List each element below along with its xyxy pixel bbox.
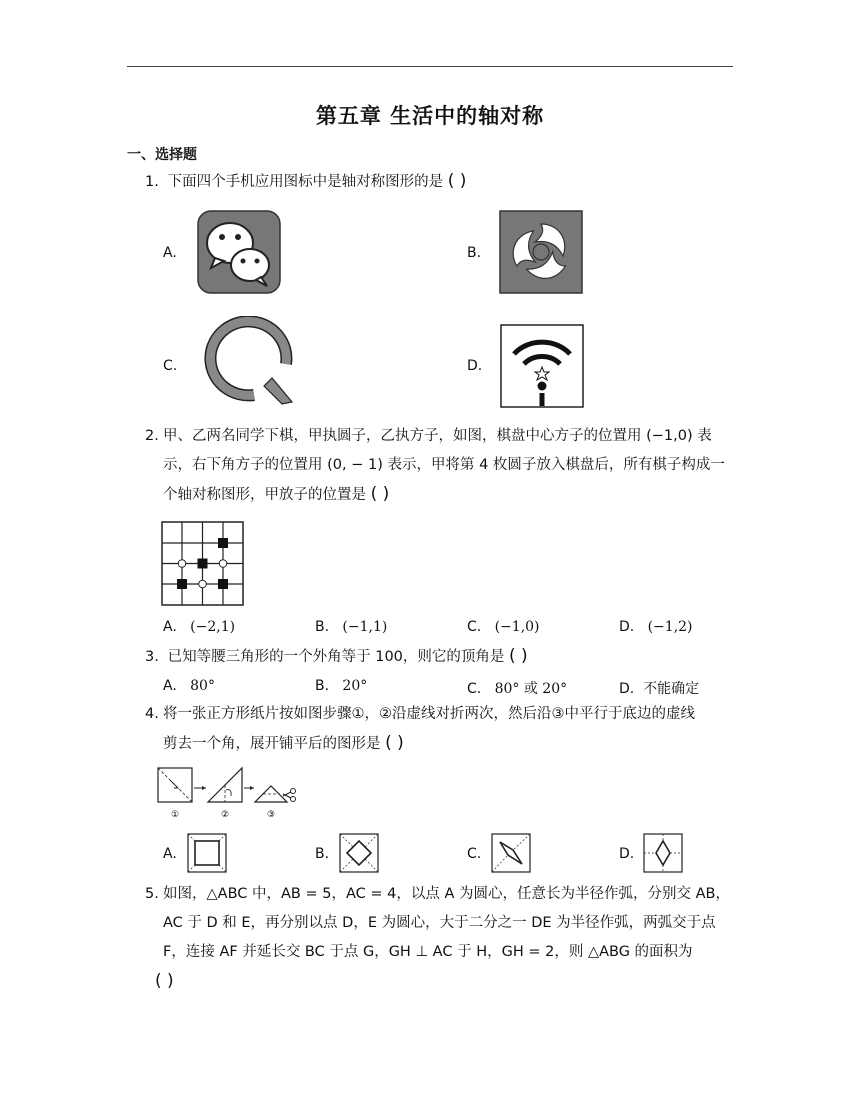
question-line: 个轴对称图形，甲放子的位置是 <box>163 487 366 503</box>
question-1 <box>145 167 735 197</box>
answer-blank: ( ) <box>509 646 528 666</box>
option-a[interactable]: A. 80° <box>163 678 215 694</box>
question-line: 剪去一个角，展开铺平后的图形是 <box>163 736 381 752</box>
header-rule <box>127 66 733 67</box>
answer-blank: ( ) <box>370 484 390 504</box>
option-b[interactable]: B. 20° <box>315 678 368 694</box>
answer-blank: ( ) <box>385 733 404 753</box>
question-number: 1. <box>145 174 159 190</box>
step-label: ③ <box>266 810 276 820</box>
question-line: 将一张正方形纸片按如图步骤①，②沿虚线对折两次，然后沿③中平行于底边的虚线 <box>163 706 695 722</box>
question-line: F，连接 AF 并延长交 BC 于点 G，GH ⊥ AC 于 H，GH = 2，则 △ABG 的面积为 <box>163 944 693 960</box>
option-d[interactable]: D. 不能确定 <box>619 681 700 697</box>
question-stem: 已知等腰三角形的一个外角等于 100，则它的顶角是 <box>167 649 505 665</box>
unfolded-diamond-narrow[interactable] <box>643 833 683 873</box>
square-piece <box>218 579 228 589</box>
answer-blank: ( ) <box>447 171 467 191</box>
question-4 <box>145 700 735 759</box>
swirl-icon <box>499 210 583 294</box>
option-label: A. <box>163 245 177 261</box>
chessboard-figure <box>161 521 245 607</box>
option-label[interactable]: B. <box>315 846 330 862</box>
page-title: 第五章 生活中的轴对称 <box>315 104 545 128</box>
question-line: 如图，△ABC 中，AB = 5，AC = 4，以点 A 为圆心，任意长为半径作弧，分别交 AB， <box>163 886 730 902</box>
step-label: ① <box>170 810 180 820</box>
option-label[interactable]: D. <box>619 846 635 862</box>
option-label: D. <box>467 358 483 374</box>
option-d[interactable]: D. (−1,2) <box>619 619 693 635</box>
unfolded-kite-diagonal[interactable] <box>491 833 531 873</box>
option-b[interactable]: B. (−1,1) <box>315 619 388 635</box>
question-number: 2. <box>145 428 159 444</box>
step-label: ② <box>220 810 230 820</box>
option-label: B. <box>467 245 482 261</box>
question-2 <box>145 422 735 510</box>
option-label[interactable]: A. <box>163 846 177 862</box>
question-5 <box>145 880 735 997</box>
question-3 <box>145 642 735 672</box>
q-ring-icon <box>192 316 296 406</box>
square-piece <box>177 579 187 589</box>
question-line: AC 于 D 和 E，再分别以点 D，E 为圆心，大于二分之一 DE 为半径作弧，两弧交于点 <box>163 915 716 931</box>
unfolded-square-frame[interactable] <box>187 833 227 873</box>
question-number: 4. <box>145 706 159 722</box>
question-line: 示，右下角方子的位置用 (0, − 1) 表示，甲将第 4 枚圆子放入棋盘后，所有棋子构成一 <box>163 457 725 473</box>
option-label: C. <box>163 358 178 374</box>
unfolded-diamond-wide[interactable] <box>339 833 379 873</box>
question-line: 甲、乙两名同学下棋，甲执圆子，乙执方子，如图，棋盘中心方子的位置用 (−1,0) 表 <box>163 428 712 444</box>
round-piece <box>199 580 207 588</box>
option-label[interactable]: C. <box>467 846 482 862</box>
option-c[interactable]: C. (−1,0) <box>467 619 540 635</box>
wifi-star-icon <box>500 324 584 408</box>
square-piece <box>198 559 208 569</box>
folding-steps-figure <box>156 766 302 820</box>
answer-blank: ( ) <box>155 971 174 991</box>
question-stem: 下面四个手机应用图标中是轴对称图形的是 <box>167 174 444 190</box>
section-heading: 一、选择题 <box>127 147 197 163</box>
wechat-icon <box>197 210 281 294</box>
round-piece <box>178 560 186 568</box>
square-piece <box>218 538 228 548</box>
option-a[interactable]: A. (−2,1) <box>163 619 236 635</box>
option-c[interactable]: C. 80° 或 20° <box>467 681 568 697</box>
question-number: 3. <box>145 649 159 665</box>
question-number: 5. <box>145 886 159 902</box>
round-piece <box>219 560 227 568</box>
